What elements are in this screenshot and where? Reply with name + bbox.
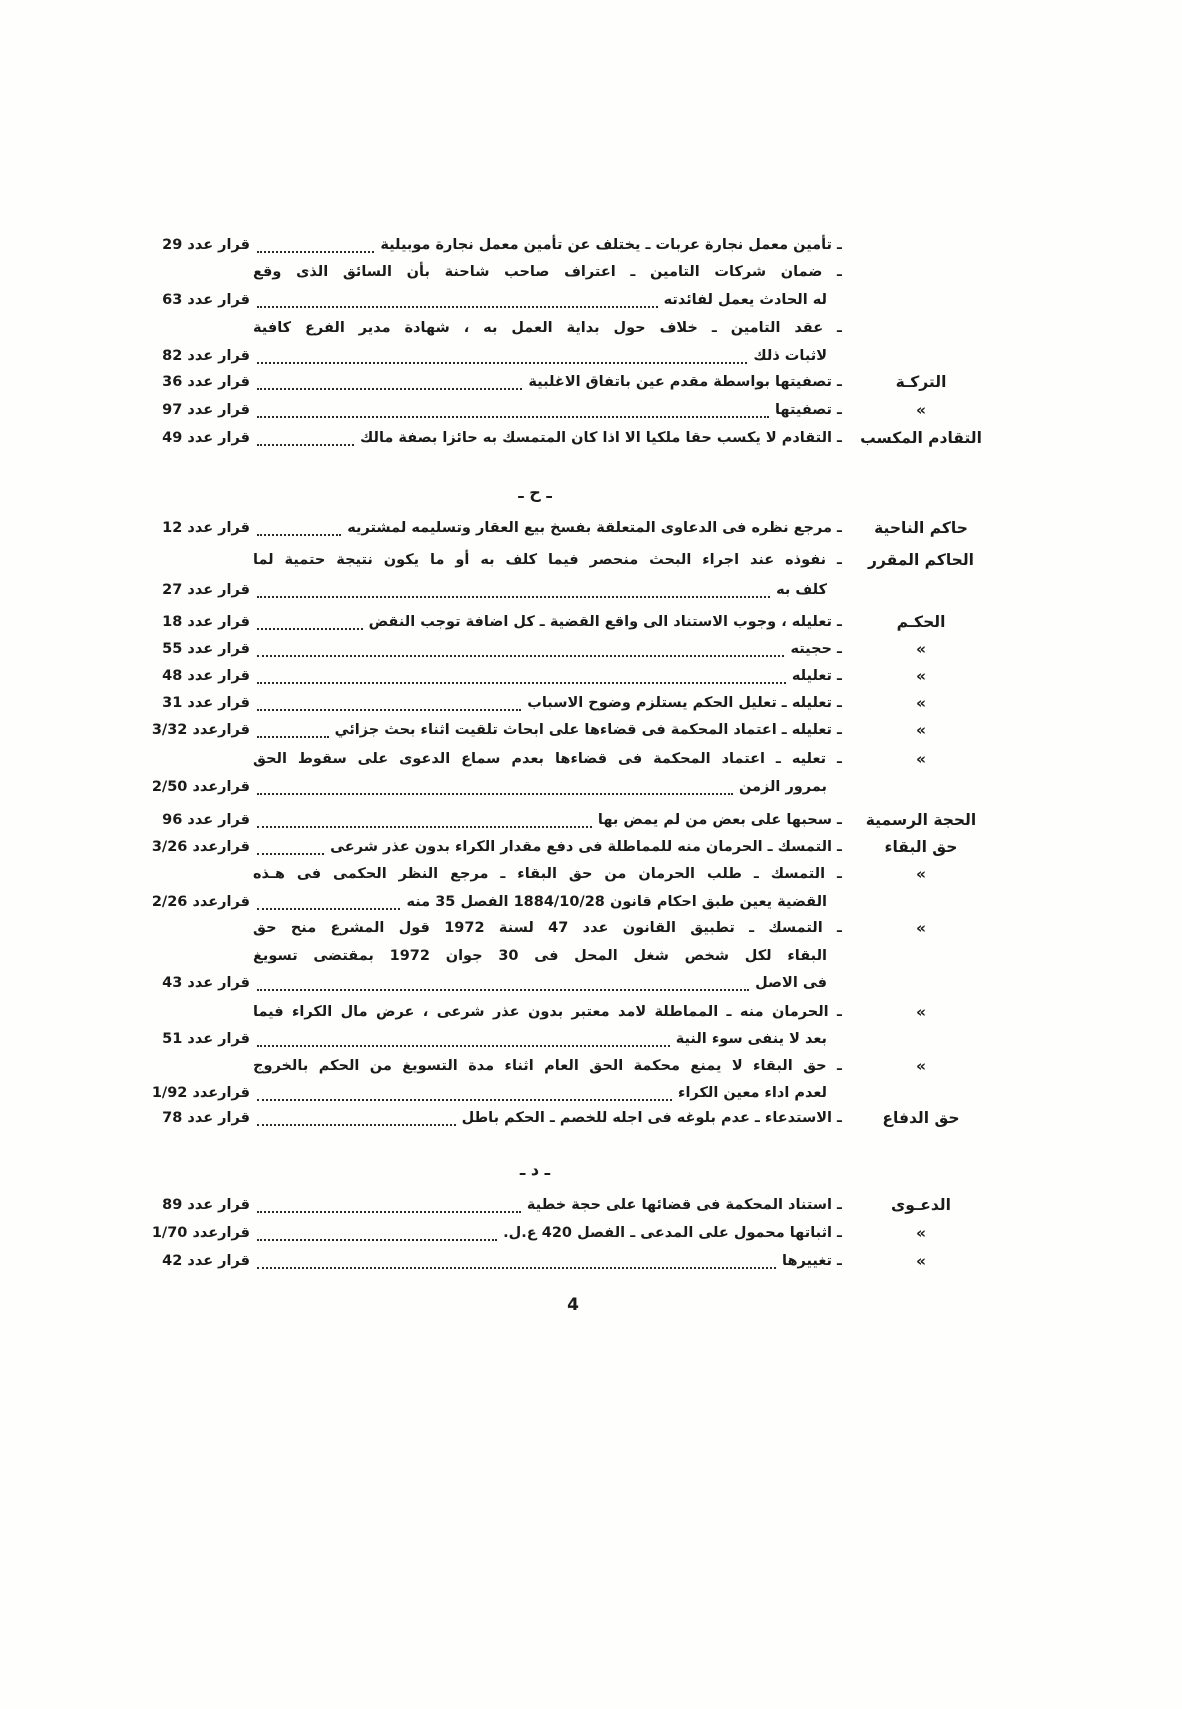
decision-reference: قرار عدد 51 [162, 1031, 250, 1047]
ditto-mark: » [915, 1252, 926, 1270]
index-entry [0, 425, 1182, 451]
entry-text-content: ـ اثباتها محمول على المدعى ـ الفصل 420 ع.ل. [503, 1225, 842, 1241]
entry-text-content: ـ تأمين معمل نجارة عربات ـ يختلف عن تأمين معمل نجارة موبيلية [380, 237, 842, 253]
entry-text [253, 369, 842, 395]
decision-reference: قرار عدد 12 [162, 520, 250, 536]
subject-heading: الحكـم [896, 613, 946, 631]
decision-reference: قرار عدد 31 [162, 695, 250, 711]
entry-text [253, 287, 827, 313]
entry-text-content: ـ تعليله ـ اعتماد المحكمة فى قضاءها على ابحاث تلقيت اثناء بحث جزائي [334, 722, 842, 738]
dot-leader [257, 1211, 521, 1213]
ditto-mark: » [915, 750, 926, 768]
dot-leader [257, 596, 770, 598]
dot-leader [257, 251, 374, 253]
index-entry [0, 1053, 1182, 1079]
entry-text [253, 1220, 842, 1246]
subject-heading: حاكم الناحية [874, 519, 968, 537]
entry-text [253, 397, 842, 423]
index-entry [0, 717, 1182, 743]
index-entry [0, 999, 1182, 1025]
entry-text [253, 1248, 842, 1274]
dot-leader [257, 534, 341, 536]
index-entry [0, 577, 1182, 603]
decision-reference: قرار عدد 78 [162, 1110, 250, 1126]
decision-reference: قرار عدد 97 [162, 402, 250, 418]
index-entry [0, 369, 1182, 395]
decision-reference: قرار عدد 42 [162, 1253, 250, 1269]
entry-text [253, 717, 842, 743]
entry-text-content: ـ سحبها على بعض من لم يمض بها [597, 812, 842, 828]
decision-reference: قرار عدد 89 [162, 1197, 250, 1213]
entry-text [253, 577, 827, 603]
ditto-mark: » [915, 667, 926, 685]
decision-reference: قرارعدد 3/26 [151, 839, 250, 855]
decision-reference: قرار عدد 55 [162, 641, 250, 657]
decision-reference: قرار عدد 29 [162, 237, 250, 253]
decision-reference: قرارعدد 1/70 [151, 1225, 250, 1241]
index-entry [0, 834, 1182, 860]
entry-text-content: القضية يعين طبق احكام قانون 1884/10/28 الفصل 35 منه [406, 894, 827, 910]
dot-leader [257, 628, 363, 630]
dot-leader [257, 1267, 776, 1269]
entry-text [253, 515, 842, 541]
index-entry [0, 807, 1182, 833]
entry-text-content: بعد لا ينفى سوء النية [675, 1031, 827, 1047]
entry-text [253, 663, 842, 689]
entry-text-content: ـ نفوذه عند اجراء البحث منحصر فيما كلف به أو ما يكون نتيجة حتمية لما [253, 552, 842, 568]
dot-leader [257, 853, 324, 855]
entry-text [253, 1053, 842, 1079]
decision-reference: قرارعدد 1/92 [151, 1085, 250, 1101]
entry-text-content: البقاء لكل شخص شغل المحل فى 30 جوان 1972 بمقتضى تسويغ [253, 948, 827, 964]
entry-text-content: فى الاصل [755, 975, 827, 991]
decision-reference: قرارعدد 2/26 [151, 894, 250, 910]
index-entry [0, 943, 1182, 969]
entry-text [253, 636, 842, 662]
subject-heading: الدعـوى [891, 1196, 951, 1214]
ditto-mark: » [915, 1057, 926, 1075]
index-entry [0, 861, 1182, 887]
entry-text [253, 889, 827, 915]
ditto-mark: » [915, 640, 926, 658]
dot-leader [257, 444, 354, 446]
index-entry [0, 774, 1182, 800]
entry-text-content: ـ استناد المحكمة فى قضائها على حجة خطية [526, 1197, 842, 1213]
entry-text-content: لعدم اداء معين الكراء [678, 1085, 827, 1101]
entry-text-content: ـ التمسك ـ الحرمان منه للمماطلة فى دفع مقدار الكراء بدون عذر شرعى [330, 839, 842, 855]
entry-text [253, 1080, 827, 1106]
index-entry [0, 1220, 1182, 1246]
entry-text [253, 315, 842, 341]
entry-text [253, 425, 842, 451]
dot-leader [257, 908, 400, 910]
index-entry [0, 343, 1182, 369]
index-entry [0, 915, 1182, 941]
decision-reference: قرار عدد 27 [162, 582, 250, 598]
subject-heading: حق البقاء [884, 838, 958, 856]
dot-leader [257, 655, 784, 657]
entry-text [253, 609, 842, 635]
entry-text-content: له الحادث يعمل لفائدته [663, 292, 827, 308]
entry-text [253, 834, 842, 860]
index-entry [0, 315, 1182, 341]
decision-reference: قرار عدد 82 [162, 348, 250, 364]
entry-text-content: بمرور الزمن [738, 779, 827, 795]
entry-text [253, 690, 842, 716]
entry-text [253, 999, 842, 1025]
entry-text-content: لاثبات ذلك [753, 348, 827, 364]
index-entry [0, 1026, 1182, 1052]
entry-text [253, 1105, 842, 1131]
entry-text-content: كلف به [776, 582, 827, 598]
ditto-mark: » [915, 1224, 926, 1242]
index-entry [0, 1192, 1182, 1218]
index-entry [0, 1080, 1182, 1106]
index-entry [0, 1105, 1182, 1131]
dot-leader [257, 416, 769, 418]
index-entry [0, 547, 1182, 573]
entry-text [253, 343, 827, 369]
entry-text [253, 232, 842, 258]
entry-text-content: ـ التمسك ـ طلب الحرمان من حق البقاء ـ مرجع النظر الحكمى فى هـذه [253, 866, 842, 882]
index-entry [0, 609, 1182, 635]
entry-text [253, 1026, 827, 1052]
ditto-mark: » [915, 401, 926, 419]
ditto-mark: » [915, 721, 926, 739]
dot-leader [257, 362, 747, 364]
index-entry [0, 746, 1182, 772]
entry-text-content: ـ تعليله [791, 668, 842, 684]
index-entry [0, 663, 1182, 689]
decision-reference: قرارعدد 3/32 [151, 722, 250, 738]
entry-text [253, 1192, 842, 1218]
subject-heading: حق الدفاع [882, 1109, 960, 1127]
dot-leader [257, 388, 522, 390]
entry-text [253, 547, 842, 573]
subject-heading: التركـة [895, 373, 947, 391]
entry-text [253, 259, 842, 285]
dot-leader [257, 306, 658, 308]
ditto-mark: » [915, 694, 926, 712]
entry-text-content: ـ تصفيتها بواسطة مقدم عين باتفاق الاغلبية [528, 374, 842, 390]
dot-leader [257, 682, 786, 684]
index-entry [0, 970, 1182, 996]
entry-text-content: ـ تعليله ـ تعليل الحكم يستلزم وضوح الاسباب [527, 695, 842, 711]
entry-text-content: ـ مرجع نظره فى الدعاوى المتعلقة بفسخ بيع العقار وتسليمه لمشتريه [347, 520, 842, 536]
index-entry [0, 397, 1182, 423]
entry-text [253, 807, 842, 833]
entry-text-content: ـ الاستدعاء ـ عدم بلوغه فى اجله للخصم ـ الحكم باطل [461, 1110, 842, 1126]
page-number: 4 [567, 1295, 579, 1315]
decision-reference: قرار عدد 43 [162, 975, 250, 991]
dot-leader [257, 826, 592, 828]
decision-reference: قرارعدد 2/50 [151, 779, 250, 795]
entry-text [253, 943, 827, 969]
entry-text-content: ـ حق البقاء لا يمنع محكمة الحق العام اثناء مدة التسويغ من الحكم بالخروج [253, 1058, 842, 1074]
entry-text-content: ـ حجيته [790, 641, 842, 657]
index-entry [0, 1248, 1182, 1274]
entry-text-content: ـ تعليله ، وجوب الاستناد الى واقع القضية ـ كل اضافة توجب النقض [368, 614, 842, 630]
ditto-mark: » [915, 865, 926, 883]
decision-reference: قرار عدد 48 [162, 668, 250, 684]
index-entry [0, 515, 1182, 541]
decision-reference: قرار عدد 49 [162, 430, 250, 446]
decision-reference: قرار عدد 18 [162, 614, 250, 630]
entry-text-content: ـ التمسك ـ تطبيق القانون عدد 47 لسنة 1972 قول المشرع منح حق [253, 920, 842, 936]
entry-text [253, 970, 827, 996]
dot-leader [257, 709, 521, 711]
index-entry [0, 889, 1182, 915]
dot-leader [257, 989, 749, 991]
entry-text-content: ـ تصفيتها [774, 402, 842, 418]
entry-text-content: ـ تعليه ـ اعتماد المحكمة فى قضاءها بعدم سماع الدعوى على سقوط الحق [253, 751, 842, 767]
ditto-mark: » [915, 919, 926, 937]
decision-reference: قرار عدد 63 [162, 292, 250, 308]
decision-reference: قرار عدد 96 [162, 812, 250, 828]
ditto-mark: » [915, 1003, 926, 1021]
dot-leader [257, 1239, 497, 1241]
entry-text [253, 915, 842, 941]
entry-text [253, 861, 842, 887]
entry-text-content: ـ التقادم لا يكسب حقا ملكيا الا اذا كان المتمسك به حائزا بصفة مالك [360, 430, 842, 446]
entry-text [253, 746, 842, 772]
decision-reference: قرار عدد 36 [162, 374, 250, 390]
dot-leader [257, 1124, 456, 1126]
subject-heading: التقادم المكسب [860, 429, 982, 447]
subject-heading: الحجة الرسمية [865, 811, 977, 829]
entry-text-content: ـ تغييرها [782, 1253, 842, 1269]
index-entry [0, 259, 1182, 285]
index-entry [0, 636, 1182, 662]
section-letter-dal: ـ د ـ [519, 1160, 551, 1179]
dot-leader [257, 793, 733, 795]
section-letter-ha: ـ ح ـ [518, 483, 552, 502]
dot-leader [257, 736, 329, 738]
dot-leader [257, 1045, 670, 1047]
subject-heading: الحاكم المقرر [868, 551, 974, 569]
entry-text-content: ـ الحرمان منه ـ المماطلة لامد معتبر بدون عذر شرعى ، عرض مال الكراء فيما [253, 1004, 842, 1020]
index-entry [0, 690, 1182, 716]
entry-text-content: ـ ضمان شركات التامين ـ اعتراف صاحب شاحنة بأن السائق الذى وقع [253, 264, 842, 280]
index-entry [0, 287, 1182, 313]
dot-leader [257, 1099, 672, 1101]
index-entry [0, 232, 1182, 258]
entry-text-content: ـ عقد التامين ـ خلاف حول بداية العمل به ، شهادة مدير الفرع كافية [253, 320, 842, 336]
entry-text [253, 774, 827, 800]
